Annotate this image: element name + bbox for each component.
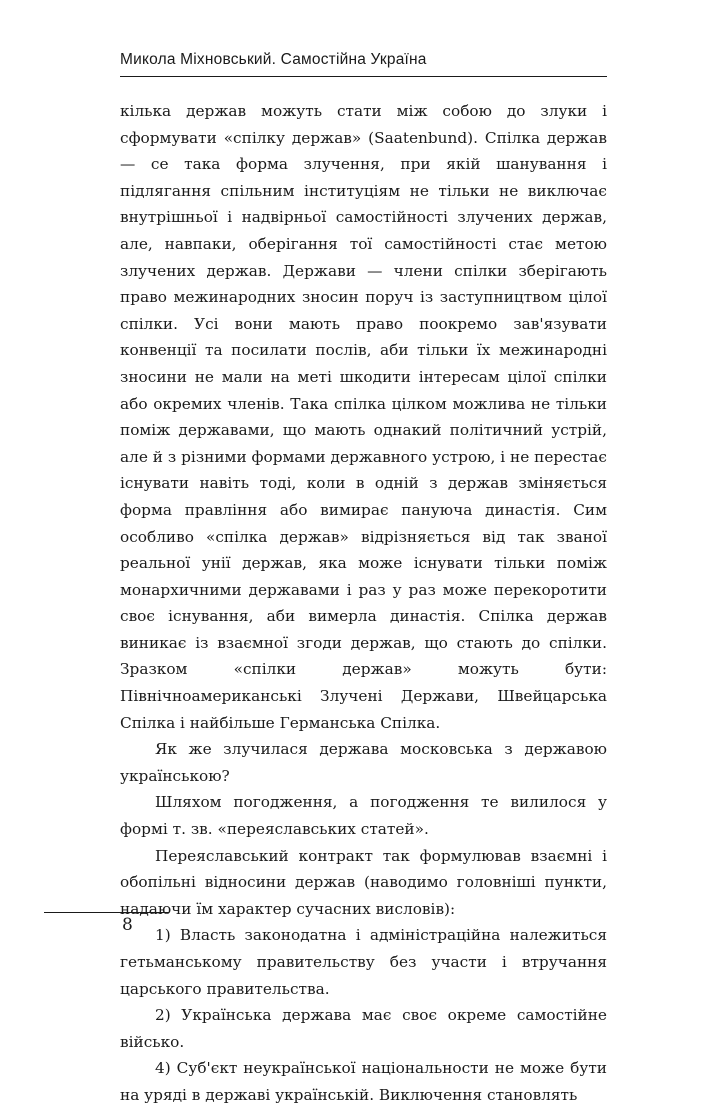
running-head-title: Микола Міхновський. Самостійна Україна [120,50,607,77]
page-number: 8 [122,915,133,935]
paragraph-answer: Шляхом погодження, а погодження те вилилося у формі т. зв. «переяславських статей». [120,793,607,839]
footer-divider [44,912,169,913]
paragraph-point-2: 2) Українська держава має своє окреме самостійне військо. [120,1006,607,1051]
paragraph-pereyaslav-contract: Переяславський контракт так формулював взаємні і обопільні відносини держав (наводимо головніші пункти, надаючи їм характер сучасних висловів): [120,846,607,918]
paragraph-point-4: 4) Суб'єкт неукраїнської національности не може бути на уряді в державі українській. Виключення становлять [120,1059,607,1104]
page-body-text [120,98,607,1109]
paragraph-question: Як же злучилася держава московська з державою українською? [120,740,607,785]
paragraph-point-1: 1) Власть законодатна і адміністраційна належиться гетьманському правительству без участи і втручання царського правительства. [120,926,607,998]
paragraph-continued: кілька держав можуть стати між собою до злуки і сформувати «спілку держав» (Saatenbund). Спілка держав — се така форма злучення, при якій шанування і підлягання спільним інституціям не тільки не виключає внутрішньої і надвірньої самостійності злучених держав, але, навпаки, оберігання тої самостійності стає метою злучених держав. Держави — члени спілки зберігають право межинародних зносин поруч із заступництвом цілої спілки. Усі вони мають право поокремо зав'язувати конвенції та посилати послів, аби тільки їх межинародні зносини не мали на меті шкодити інтересам цілої спілки або окремих членів. Така спілка цілком можлива не тільки поміж державами, що мають однакий політичний устрій, але й з різними формами державного устрою, і не перестає існувати навіть тоді, коли в одній з держав зміняється форма правління або вимирає пануюча династія. Сим особливо «спілка держав» відрізняється від так званої реальної унії держав, яка може існувати тільки поміж монархичними державами і раз у раз може перекоротити своє існування, аби вимерла династія. Спілка держав виникає із взаємної згоди держав, що стають до спілки. Зразком «спілки держав» можуть бути: Північноамериканські Злучені Держави, Швейцарська Спілка і найбільше Германська Спілка. [120,102,607,732]
